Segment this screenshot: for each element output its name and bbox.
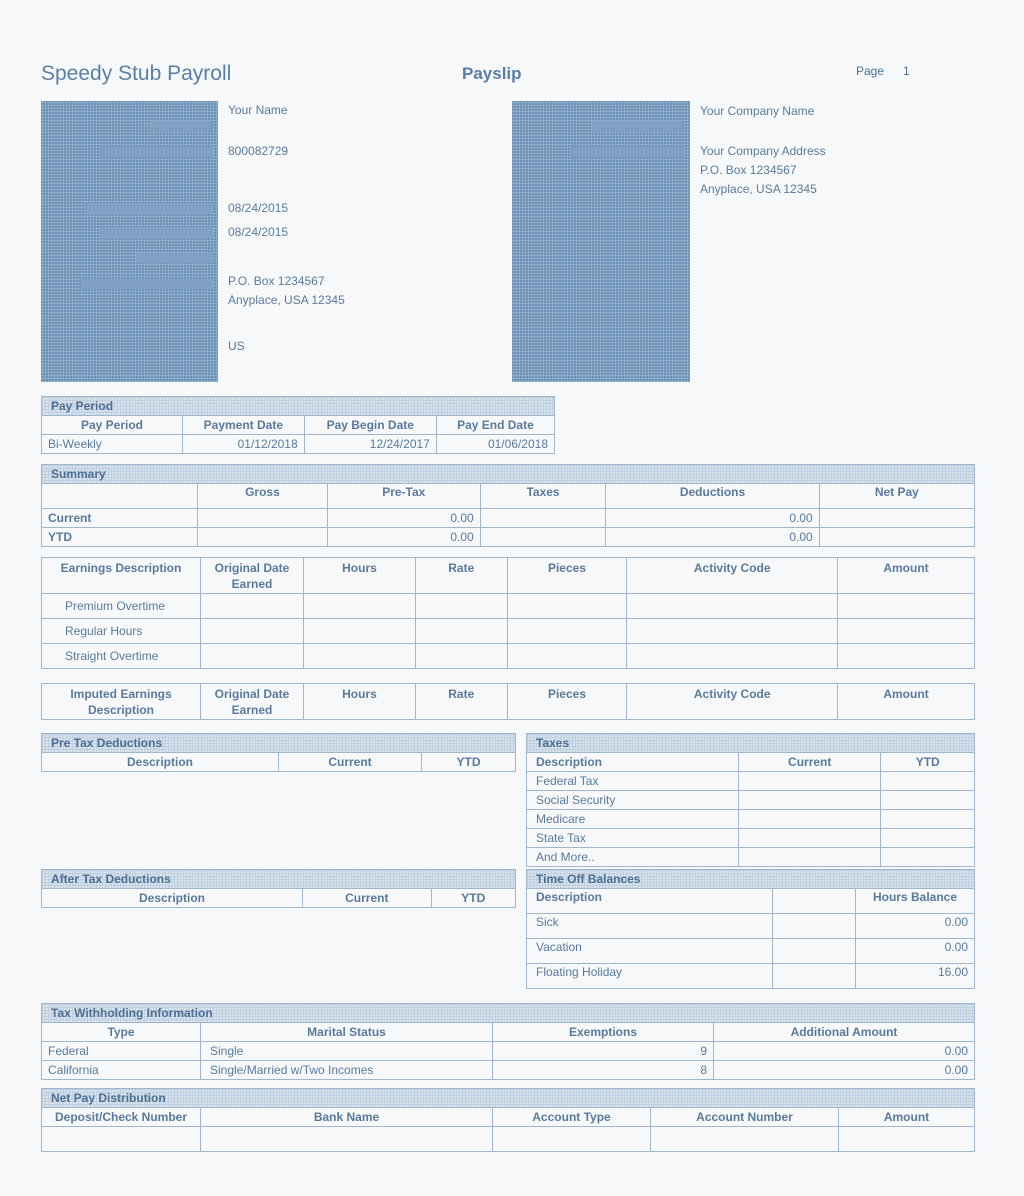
imputed-earnings-table (41, 683, 975, 720)
timeoff-item: Floating Holiday (527, 964, 773, 989)
aftertax-deductions-table (41, 869, 516, 908)
col-taxes: Taxes (480, 484, 606, 509)
cell-payment-date: 01/12/2018 (183, 435, 305, 454)
cell-ytd-deductions: 0.00 (606, 528, 819, 547)
cell-current-gross (198, 509, 328, 528)
col-net-pay: Net Pay (819, 484, 974, 509)
col-imputed-description: Imputed Earnings Description (42, 684, 201, 720)
col-hours-balance: Hours Balance (856, 889, 975, 914)
col-current: Current (279, 753, 422, 772)
col-account-type: Account Type (493, 1108, 651, 1127)
cell-ytd-pretax: 0.00 (327, 528, 480, 547)
table-row (42, 528, 975, 547)
tax-withholding-table (41, 1003, 975, 1080)
col-pre-tax: Pre-Tax (327, 484, 480, 509)
company-address-1: P.O. Box 1234567 (700, 163, 797, 177)
table-row (527, 848, 975, 867)
cell-current-taxes (480, 509, 606, 528)
col-account-number: Account Number (651, 1108, 839, 1127)
cell-pay-period: Bi-Weekly (42, 435, 183, 454)
earnings-item: Straight Overtime (42, 644, 201, 669)
employee-id: 800082729 (228, 144, 289, 158)
tax-item: And More.. (527, 848, 739, 867)
pretax-title: Pre Tax Deductions (42, 734, 516, 753)
table-row (42, 1127, 975, 1152)
summary-title: Summary (42, 465, 975, 484)
col-summary-label (42, 484, 198, 509)
table-row (527, 964, 975, 989)
col-additional-amount: Additional Amount (714, 1023, 975, 1042)
table-row (42, 1061, 975, 1080)
cell-current-deductions: 0.00 (606, 509, 819, 528)
document-title: Payslip (462, 64, 522, 83)
col-activity-code: Activity Code (627, 558, 838, 594)
timeoff-balance: 0.00 (856, 939, 975, 964)
col-activity-code: Activity Code (627, 684, 838, 720)
netpay-title: Net Pay Distribution (42, 1089, 975, 1108)
cell-additional-amount: 0.00 (714, 1061, 975, 1080)
pay-period-table (41, 396, 555, 454)
col-hours: Hours (304, 684, 416, 720)
col-deductions: Deductions (606, 484, 819, 509)
table-row (42, 435, 555, 454)
withholding-title: Tax Withholding Information (42, 1004, 975, 1023)
table-row (42, 619, 975, 644)
col-ytd: YTD (431, 889, 515, 908)
col-ytd: YTD (422, 753, 516, 772)
col-pay-end-date: Pay End Date (436, 416, 554, 435)
col-amount: Amount (838, 558, 975, 594)
employee-address-1: P.O. Box 1234567 (228, 274, 325, 288)
cell-current-netpay (819, 509, 974, 528)
employee-name: Your Name (228, 103, 288, 117)
cell-exemptions: 9 (493, 1042, 714, 1061)
timeoff-item: Sick (527, 914, 773, 939)
table-row (527, 939, 975, 964)
cell-marital-status: Single (201, 1042, 493, 1061)
table-row (42, 594, 975, 619)
table-row (527, 829, 975, 848)
col-amount: Amount (838, 684, 975, 720)
cell-type: California (42, 1061, 201, 1080)
company-address-label: Your Company Address (700, 144, 826, 158)
cell-current-pretax: 0.00 (327, 509, 480, 528)
summary-table (41, 464, 975, 547)
page-label: Page (856, 64, 885, 78)
page-number: 1 (903, 64, 910, 78)
company-address-2: Anyplace, USA 12345 (700, 182, 817, 196)
col-type: Type (42, 1023, 201, 1042)
col-description: Description (42, 889, 303, 908)
table-row (527, 772, 975, 791)
taxes-table (526, 733, 975, 867)
tax-item: Federal Tax (527, 772, 739, 791)
timeoff-balance: 16.00 (856, 964, 975, 989)
col-ytd: YTD (881, 753, 975, 772)
col-pieces: Pieces (507, 684, 627, 720)
row-label-current: Current (42, 509, 198, 528)
col-exemptions: Exemptions (493, 1023, 714, 1042)
col-description: Description (527, 889, 773, 914)
cell-marital-status: Single/Married w/Two Incomes (201, 1061, 493, 1080)
col-blank (773, 889, 856, 914)
cell-ytd-gross (198, 528, 328, 547)
table-row (527, 810, 975, 829)
company-name: Your Company Name (700, 104, 815, 118)
col-current: Current (303, 889, 432, 908)
timeoff-title: Time Off Balances (527, 870, 975, 889)
net-pay-distribution-table (41, 1088, 975, 1152)
employee-address-2: Anyplace, USA 12345 (228, 293, 345, 307)
taxes-title: Taxes (527, 734, 975, 753)
table-row (42, 644, 975, 669)
cell-ytd-taxes (480, 528, 606, 547)
table-row (42, 1042, 975, 1061)
table-row (527, 791, 975, 810)
employee-date-2: 08/24/2015 (228, 225, 289, 239)
col-bank-name: Bank Name (201, 1108, 493, 1127)
employee-date-1: 08/24/2015 (228, 201, 289, 215)
timeoff-item: Vacation (527, 939, 773, 964)
col-pay-begin-date: Pay Begin Date (304, 416, 436, 435)
col-pay-period: Pay Period (42, 416, 183, 435)
tax-item: Social Security (527, 791, 739, 810)
employee-country: US (228, 339, 245, 353)
cell-pay-end-date: 01/06/2018 (436, 435, 554, 454)
col-original-date-earned: Original Date Earned (201, 558, 304, 594)
cell-additional-amount: 0.00 (714, 1042, 975, 1061)
col-marital-status: Marital Status (201, 1023, 493, 1042)
col-rate: Rate (415, 558, 507, 594)
company-title: Speedy Stub Payroll (41, 62, 232, 85)
row-label-ytd: YTD (42, 528, 198, 547)
col-deposit-check-number: Deposit/Check Number (42, 1108, 201, 1127)
table-row (42, 509, 975, 528)
earnings-item: Regular Hours (42, 619, 201, 644)
earnings-table (41, 557, 975, 669)
timeoff-balances-table (526, 869, 975, 989)
col-gross: Gross (198, 484, 328, 509)
col-rate: Rate (415, 684, 507, 720)
col-description: Description (527, 753, 739, 772)
pay-period-title: Pay Period (42, 397, 555, 416)
cell-type: Federal (42, 1042, 201, 1061)
col-earnings-description: Earnings Description (42, 558, 201, 594)
tax-item: Medicare (527, 810, 739, 829)
aftertax-title: After Tax Deductions (42, 870, 516, 889)
company-redacted-block (512, 101, 690, 382)
col-current: Current (739, 753, 881, 772)
col-amount: Amount (839, 1108, 975, 1127)
employee-redacted-block (41, 101, 218, 382)
tax-item: State Tax (527, 829, 739, 848)
cell-pay-begin-date: 12/24/2017 (304, 435, 436, 454)
col-description: Description (42, 753, 279, 772)
pretax-deductions-table (41, 733, 516, 772)
cell-exemptions: 8 (493, 1061, 714, 1080)
timeoff-balance: 0.00 (856, 914, 975, 939)
earnings-item: Premium Overtime (42, 594, 201, 619)
table-row (527, 914, 975, 939)
col-original-date-earned: Original Date Earned (201, 684, 304, 720)
cell-ytd-netpay (819, 528, 974, 547)
col-payment-date: Payment Date (183, 416, 305, 435)
col-hours: Hours (304, 558, 416, 594)
col-pieces: Pieces (507, 558, 627, 594)
